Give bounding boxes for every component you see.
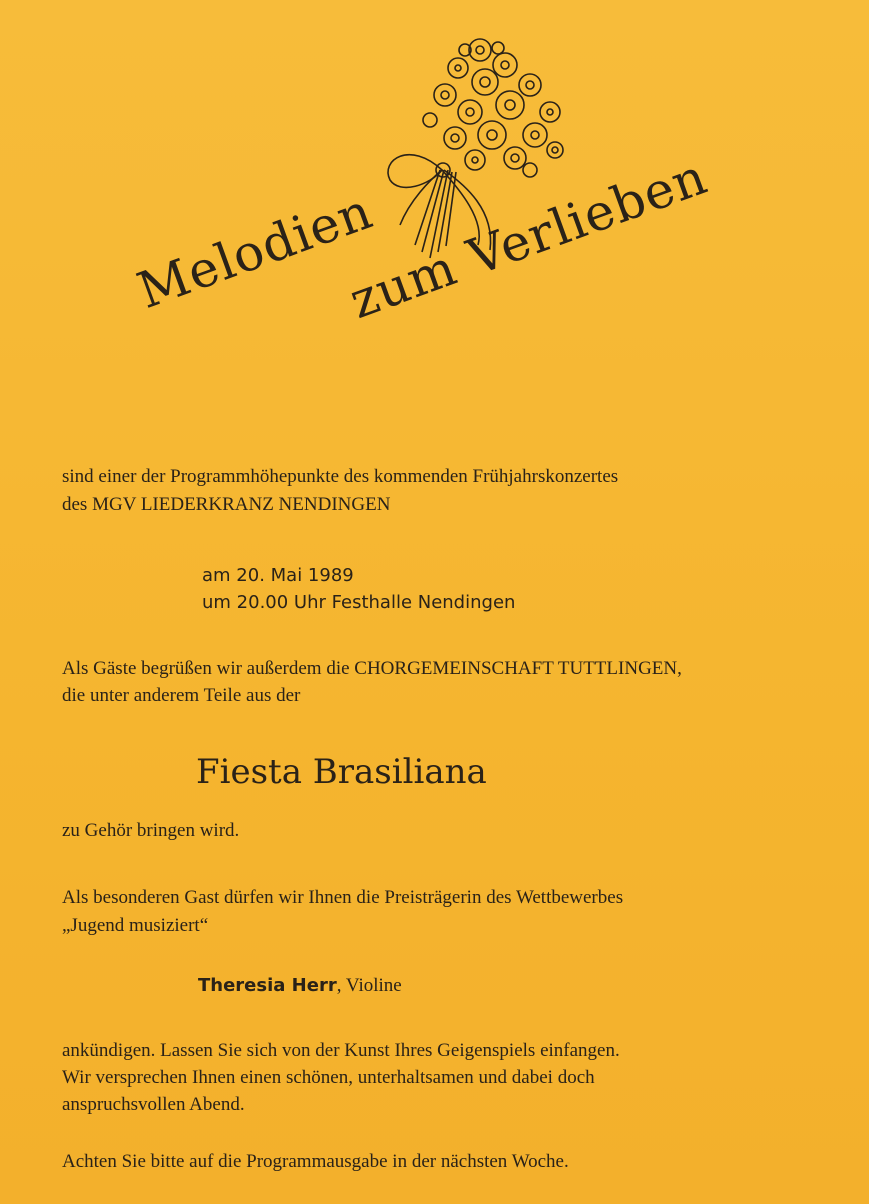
special-guest-line-2: „Jugend musiziert“: [62, 915, 209, 936]
guests-line-2: die unter anderem Teile aus der: [62, 685, 301, 706]
date-line: am 20. Mai 1989: [202, 565, 354, 586]
feature-after-line: zu Gehör bringen wird.: [62, 820, 240, 841]
time-place-line: um 20.00 Uhr Festhalle Nendingen: [202, 592, 516, 613]
title-line-1: Melodien: [130, 181, 380, 320]
closing-line-3: anspruchsvollen Abend.: [62, 1094, 245, 1115]
soloist-instrument: , Violine: [336, 975, 402, 996]
intro-line-2: des MGV LIEDERKRANZ NENDINGEN: [62, 494, 391, 515]
title-line-2: zum Verlieben: [342, 147, 715, 330]
intro-line-1: sind einer der Programmhöhepunkte des kommenden Frühjahrskonzertes: [62, 466, 619, 487]
guests-line-1: Als Gäste begrüßen wir außerdem die CHORGEMEINSCHAFT TUTTLINGEN,: [62, 658, 682, 679]
soloist-line: [198, 972, 402, 1000]
soloist-name: Theresia Herr: [198, 975, 337, 996]
feature-title: Fiesta Brasiliana: [196, 752, 487, 792]
special-guest-line-1: Als besonderen Gast dürfen wir Ihnen die Preisträgerin des Wettbewerbes: [62, 887, 624, 908]
final-line: Achten Sie bitte auf die Programmausgabe in der nächsten Woche.: [62, 1151, 569, 1172]
closing-line-2: Wir versprechen Ihnen einen schönen, unterhaltsamen und dabei doch: [62, 1067, 595, 1088]
closing-line-1: ankündigen. Lassen Sie sich von der Kunst Ihres Geigenspiels einfangen.: [62, 1040, 620, 1061]
